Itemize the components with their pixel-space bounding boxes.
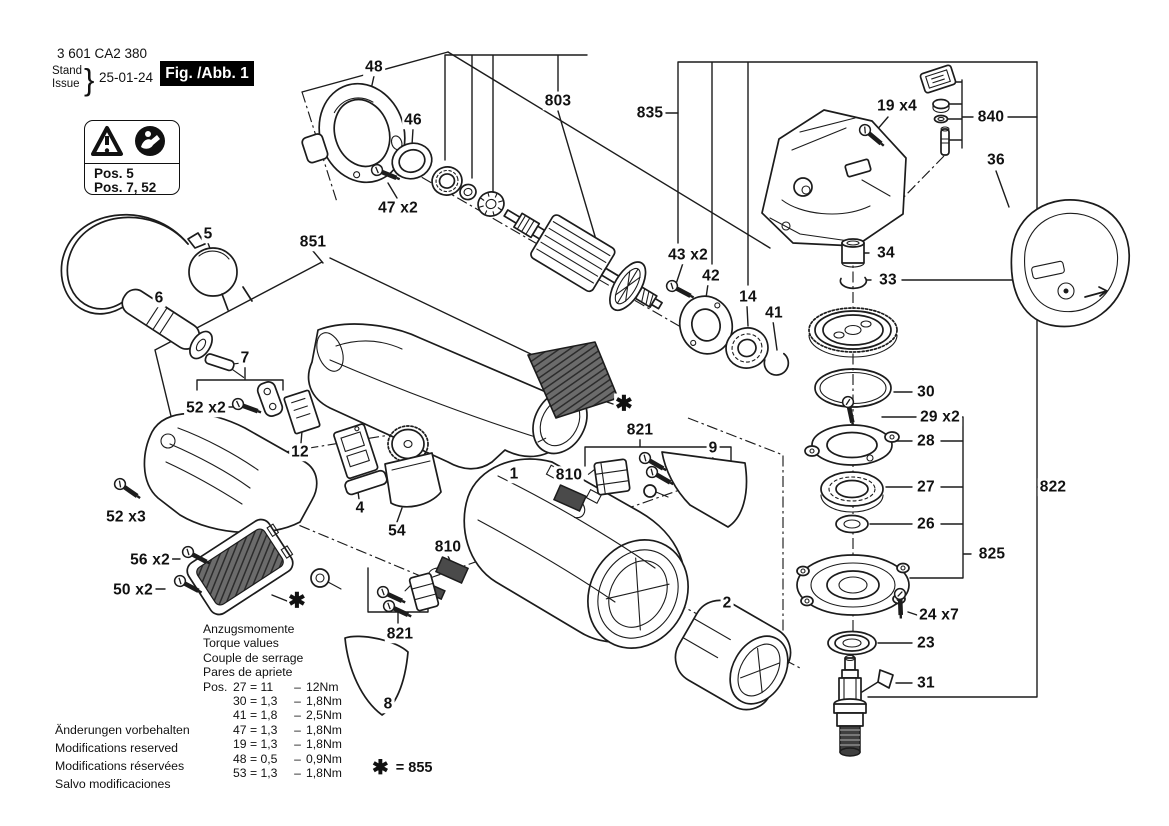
- part-callout: 42: [702, 267, 720, 285]
- part-callout: 34: [877, 244, 895, 262]
- part-callout: 47 x2: [378, 199, 418, 217]
- handle-lower-shell: [144, 413, 316, 532]
- torque-note: [203, 622, 342, 780]
- asterisk-symbol: ✱: [372, 757, 389, 779]
- part-callout: 803: [544, 92, 572, 110]
- part-callout: 851: [299, 233, 327, 251]
- stand-issue-label: Stand Issue: [52, 65, 83, 90]
- spindle: [834, 656, 866, 757]
- part-callout: 810: [555, 466, 583, 484]
- notice-de: Änderungen vorbehalten: [55, 723, 190, 737]
- asterisk-equals: = 855: [395, 759, 433, 776]
- torque-row: 53 = 1,3 – 1,8Nm: [233, 766, 342, 781]
- torque-row: 41 = 1,8 – 2,5Nm: [233, 708, 342, 723]
- button-840: [920, 65, 957, 94]
- ring-gear: [809, 308, 897, 357]
- part-callout: 52 x3: [106, 508, 146, 526]
- part-callout: 46: [404, 111, 422, 129]
- warning-pos-2: Pos. 7, 52: [94, 180, 157, 195]
- warning-divider: [85, 163, 179, 164]
- brush-kit-lower: [311, 569, 439, 621]
- screw-52a: [231, 397, 263, 417]
- part-callout: 52 x2: [186, 399, 226, 417]
- power-plug: [188, 233, 252, 310]
- screw-52b: [112, 476, 143, 502]
- cord-set: [61, 215, 284, 418]
- part-callout: 33: [879, 271, 897, 289]
- part-callout: 8: [383, 695, 393, 713]
- screw-29: [842, 396, 859, 427]
- part-callout: 30: [917, 383, 935, 401]
- part-callout: 23: [917, 634, 935, 652]
- part-callout: 1: [509, 465, 519, 483]
- torque-row: 48 = 0,5 – 0,9Nm: [233, 751, 342, 766]
- part-callout: 36: [987, 151, 1005, 169]
- part-callout: 31: [917, 674, 935, 692]
- notice-es: Salvo modificaciones: [55, 777, 171, 791]
- torque-row: 19 = 1,3 – 1,8Nm: [233, 737, 342, 752]
- part-callout: 26: [917, 515, 935, 533]
- spindle-key-31: [878, 670, 893, 688]
- part-callout: 5: [203, 225, 213, 243]
- gear-head-housing: [762, 110, 906, 246]
- torque-title-de: Anzugsmomente: [203, 622, 295, 636]
- washer-840: [935, 116, 948, 123]
- nut-840: [933, 100, 949, 113]
- part-callout: 41: [765, 304, 783, 322]
- part-callout: 835: [636, 104, 664, 122]
- warning-icons: [85, 121, 175, 163]
- notice-fr: Modifications réservées: [55, 759, 185, 773]
- bearing-flange-48: [289, 72, 417, 199]
- brace-glyph: }: [84, 62, 95, 97]
- part-callout: 50 x2: [113, 581, 153, 599]
- part-callout: 29 x2: [920, 408, 960, 426]
- washer-26: [836, 516, 868, 533]
- part-callout: 48: [365, 58, 383, 76]
- part-callout: 810: [434, 538, 462, 556]
- armature-rotor: [492, 190, 674, 329]
- part-callout: 14: [739, 288, 757, 306]
- torque-title-es: Pares de apriete: [203, 665, 293, 680]
- warning-box: [84, 120, 180, 195]
- asterisk-callout: ✱: [288, 589, 306, 613]
- torque-row: 30 = 1,3 – 1,8Nm: [233, 694, 342, 709]
- gear-cover-36: [1011, 200, 1129, 327]
- stator-2: [666, 591, 804, 721]
- part-callout: 54: [388, 522, 406, 540]
- part-callout: 6: [154, 289, 164, 307]
- baffle-8: [345, 636, 408, 715]
- part-callout: 56 x2: [130, 551, 170, 569]
- motor-housing-1: [464, 459, 707, 666]
- pin-840: [941, 127, 949, 155]
- read-manual-icon: [135, 126, 165, 156]
- torque-row: 47 = 1,3 – 1,8Nm: [233, 722, 342, 737]
- bearing-cover: [797, 555, 909, 615]
- part-callout: 2: [722, 594, 732, 612]
- part-callout: 821: [386, 625, 414, 643]
- asterisk-callout: ✱: [615, 392, 633, 416]
- torque-title-fr: Couple de serrage: [203, 650, 304, 665]
- torque-row: Pos. 27 = 11 – 12Nm: [203, 679, 339, 694]
- spline-washer: [475, 189, 506, 219]
- spacer-sleeve-34: [842, 239, 864, 267]
- part-callout: 19 x4: [877, 97, 917, 115]
- part-callout: 825: [978, 545, 1006, 563]
- switch-4: [328, 422, 388, 496]
- part-number: 3 601 CA2 380: [57, 46, 148, 61]
- torque-title-en: Torque values: [203, 636, 279, 651]
- part-callout: 9: [708, 439, 718, 457]
- circlip-41: [763, 353, 791, 378]
- part-callout: 7: [240, 349, 250, 367]
- part-callout: 27: [917, 478, 935, 496]
- part-callout: 821: [626, 421, 654, 439]
- asterisk-note: [372, 755, 432, 780]
- part-callout: 43 x2: [668, 246, 708, 264]
- seal-ring-23: [828, 632, 876, 655]
- figure-label: Fig. /Abb. 1: [160, 61, 254, 86]
- part-callout: 822: [1039, 478, 1067, 496]
- warning-pos-1: Pos. 5: [94, 166, 134, 181]
- screw-43: [665, 279, 696, 303]
- modification-notice: [55, 721, 190, 793]
- part-callout: 12: [291, 443, 309, 461]
- ball-bearing-27: [821, 472, 883, 512]
- part-callout: 4: [355, 499, 365, 517]
- flange-plate-28: [805, 425, 899, 465]
- torque-rows: [203, 680, 342, 781]
- part-callout: 28: [917, 432, 935, 450]
- issue-date: 25-01-24: [99, 70, 154, 85]
- part-callout: 840: [977, 108, 1005, 126]
- part-callout: 24 x7: [919, 606, 959, 624]
- baffle-9: [662, 452, 746, 527]
- notice-en: Modifications reserved: [55, 741, 179, 755]
